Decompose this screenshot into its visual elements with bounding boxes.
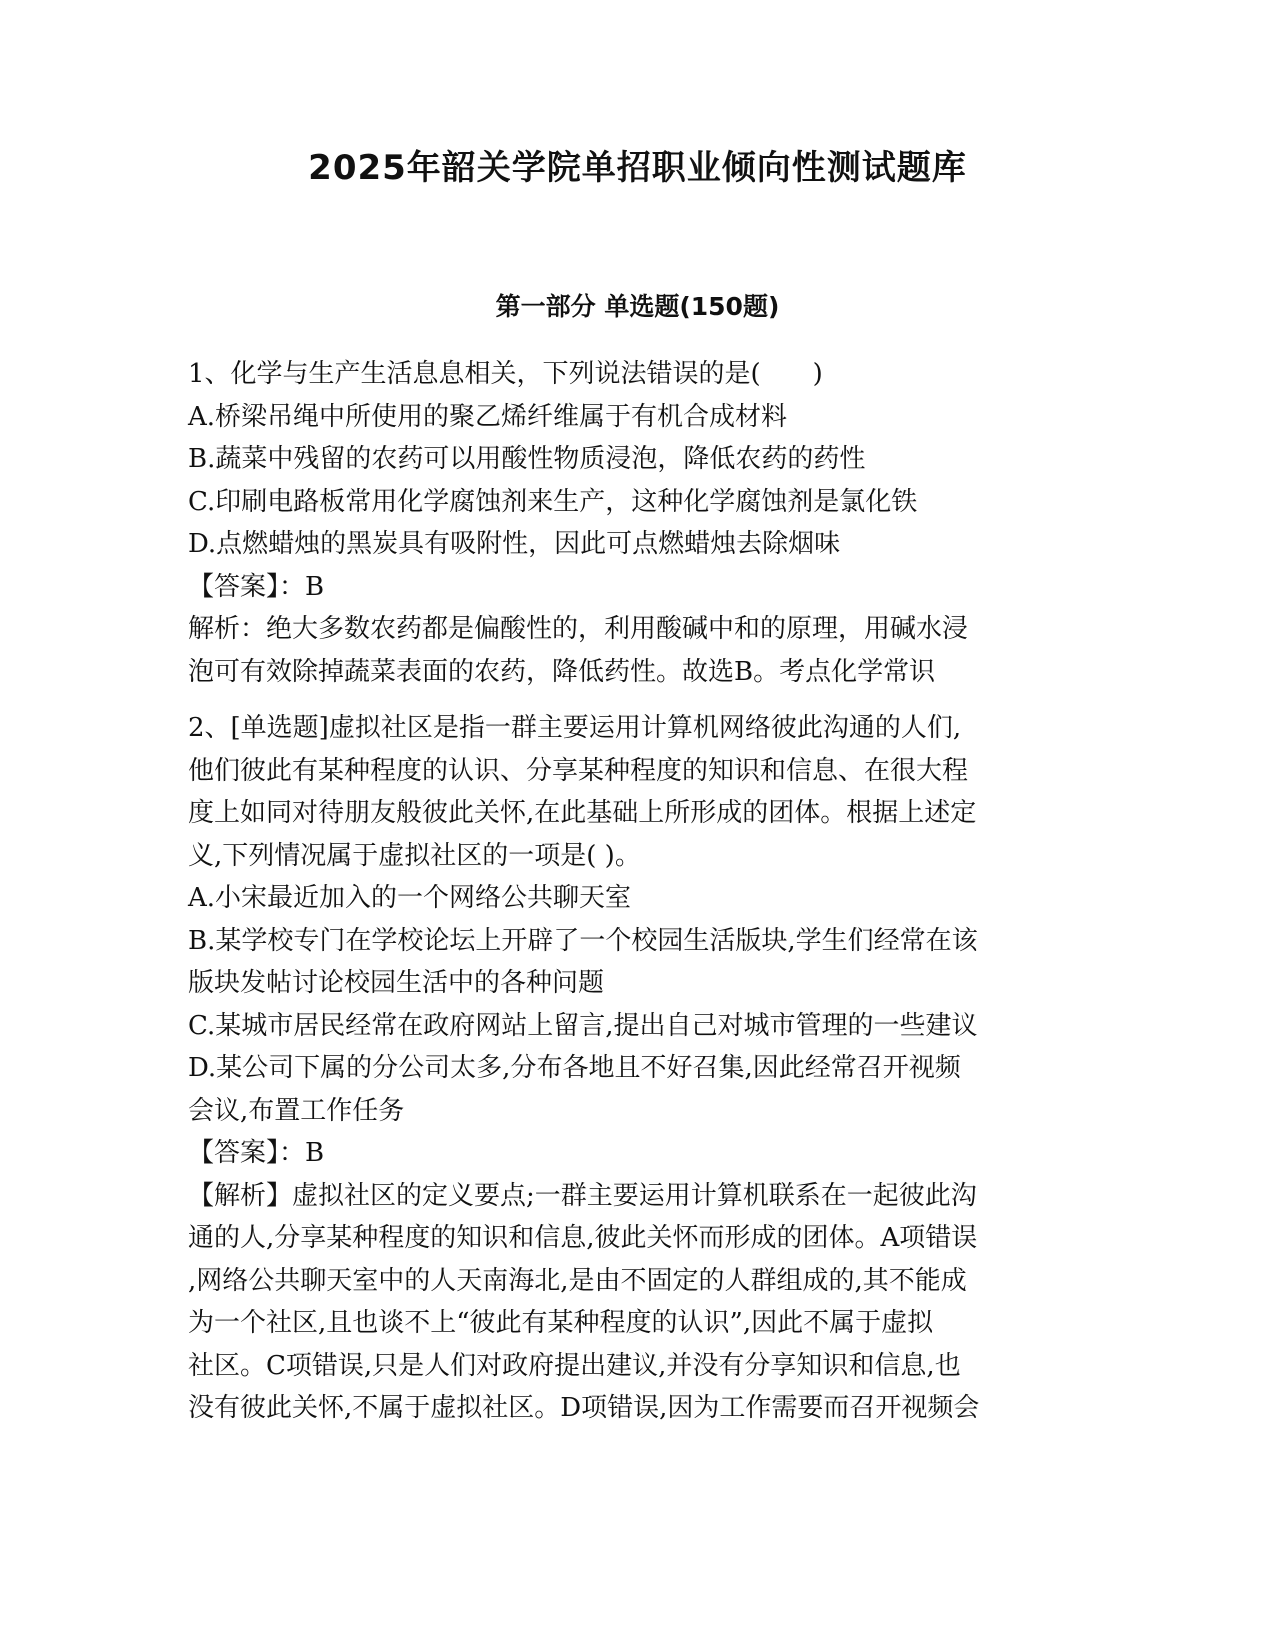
question-2-line: 度上如同对待朋友般彼此关怀,在此基础上所形成的团体。根据上述定	[188, 798, 977, 828]
question-2-analysis-line: 【解析】虚拟社区的定义要点;一群主要运用计算机联系在一起彼此沟	[188, 1180, 977, 1211]
question-1-line: 1、化学与生产生活息息相关，下列说法错误的是( )	[188, 359, 823, 389]
question-2-option-a: A.小宋最近加入的一个网络公共聊天室	[188, 883, 632, 913]
question-2	[188, 707, 1088, 1430]
question-2-line: 他们彼此有某种程度的认识、分享某种程度的知识和信息、在很大程	[188, 755, 969, 786]
question-1-analysis-line: 解析：绝大多数农药都是偏酸性的，利用酸碱中和的原理，用碱水浸	[188, 614, 969, 644]
document-title: 2025年韶关学院单招职业倾向性测试题库	[308, 148, 967, 188]
question-2-analysis-line: 为一个社区,且也谈不上“彼此有某种程度的认识”,因此不属于虚拟	[188, 1308, 934, 1338]
question-1-option-b: B.蔬菜中残留的农药可以用酸性物质浸泡，降低农药的药性	[188, 444, 866, 474]
question-2-answer: 【答案】：B	[188, 1138, 325, 1168]
question-1-option-a: A.桥梁吊绳中所使用的聚乙烯纤维属于有机合成材料	[188, 401, 788, 432]
question-2-line: 义,下列情况属于虚拟社区的一项是( )。	[188, 840, 641, 871]
question-2-analysis-line: 没有彼此关怀,不属于虚拟社区。D项错误,因为工作需要而召开视频会	[188, 1393, 980, 1423]
section-title: 第一部分 单选题(150题)	[495, 292, 780, 321]
question-2-option-b: B.某学校专门在学校论坛上开辟了一个校园生活版块,学生们经常在该	[188, 925, 978, 956]
question-2-option-d: D.某公司下属的分公司太多,分布各地且不好召集,因此经常召开视频	[188, 1053, 961, 1083]
question-1	[188, 353, 1088, 693]
question-1-analysis-line: 泡可有效除掉蔬菜表面的农药，降低药性。故选B。考点化学常识	[188, 656, 936, 687]
document-body	[188, 353, 1088, 1444]
question-1-answer: 【答案】：B	[188, 571, 325, 602]
question-2-option-d-cont: 会议,布置工作任务	[188, 1095, 405, 1126]
question-2-analysis-line: 通的人,分享某种程度的知识和信息,彼此关怀而形成的团体。A项错误	[188, 1223, 978, 1253]
question-2-line: 2、[单选题]虚拟社区是指一群主要运用计算机网络彼此沟通的人们,	[188, 713, 962, 743]
question-2-analysis-line: ,网络公共聊天室中的人天南海北,是由不固定的人群组成的,其不能成	[188, 1265, 967, 1296]
question-1-option-c: C.印刷电路板常用化学腐蚀剂来生产，这种化学腐蚀剂是氯化铁	[188, 486, 918, 517]
question-2-analysis-line: 社区。C项错误,只是人们对政府提出建议,并没有分享知识和信息,也	[188, 1350, 961, 1381]
question-1-option-d: D.点燃蜡烛的黑炭具有吸附性，因此可点燃蜡烛去除烟味	[188, 529, 841, 559]
question-2-option-b-cont: 版块发帖讨论校园生活中的各种问题	[188, 968, 605, 998]
question-2-option-c: C.某城市居民经常在政府网站上留言,提出自己对城市管理的一些建议	[188, 1010, 978, 1041]
